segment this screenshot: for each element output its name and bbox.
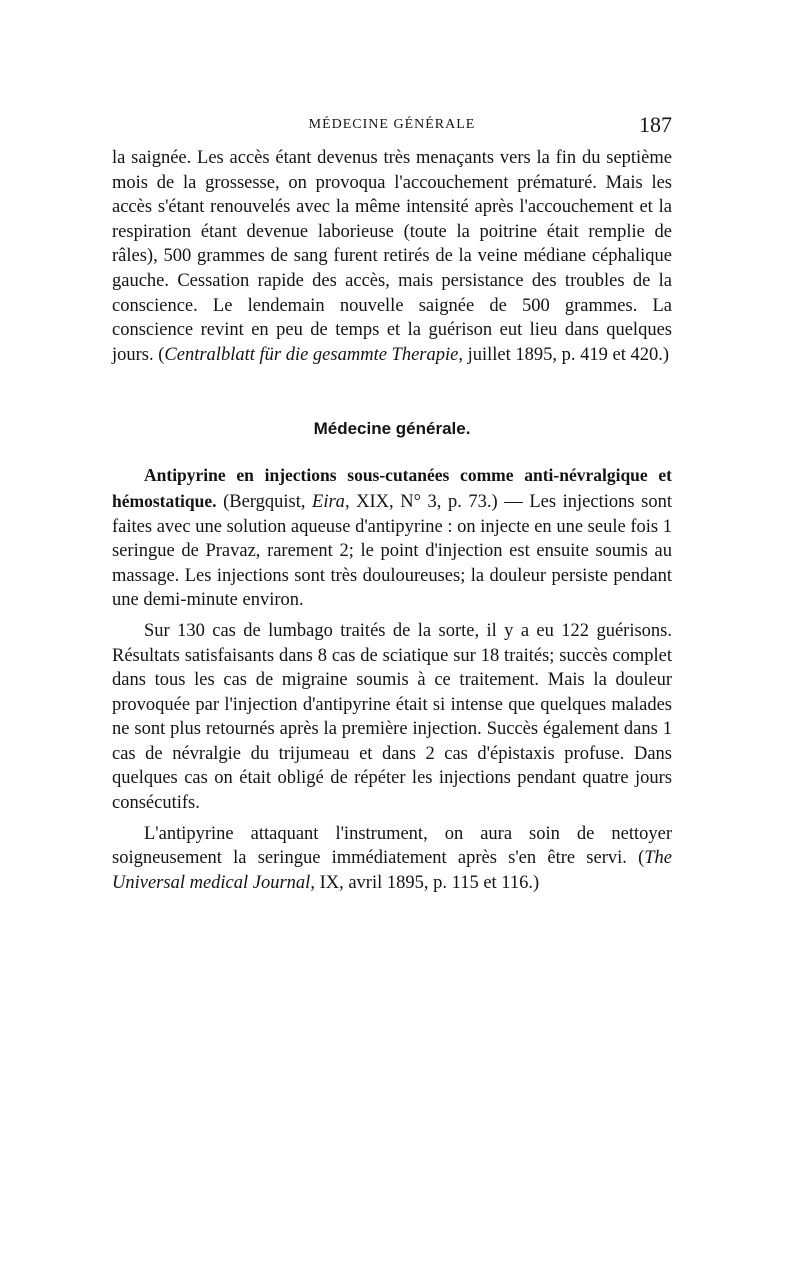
article-source-post: , XIX, N° 3, p. 73.) [344,491,498,512]
section-title: Médecine générale. [313,419,471,439]
article-paragraph-1-text: — Les injections sont faites avec une solution aqueuse d'antipyrine : on injecte en une seule fois 1 seringue de Pravaz, rarement 2; le point d'injection est ensuite soumis au massage. Les injections sont très douloureuses; la douleur persiste pendant une demi-minute environ. [112,491,672,611]
intro-journal: Centralblatt für die gesammte Therapie [164,344,459,365]
article-paragraph-1 [112,463,672,613]
book-page [112,112,672,895]
article-paragraph-3-end: , IX, avril 1895, p. 115 et 116.) [310,872,540,893]
article-source-journal: Eira [312,491,345,512]
article-paragraph-2: Sur 130 cas de lumbago traités de la sorte, il y a eu 122 guérisons. Résultats satisfaisants dans 8 cas de sciatique sur 18 traités; succès complet dans tous les cas de migraine soumis à ce traitement. Mais la douleur provoquée par l'injection d'antipyrine était si intense que quelques malades ne sont plus retournés après la première injection. Succès également dans 1 cas de névralgie du trijumeau et dans 2 cas d'épistaxis profuse. Dans quelques cas on était obligé de répéter les injections pendant quatre jours consécutifs. [112,620,672,814]
article-paragraph-3-text: L'antipyrine attaquant l'instrument, on aura soin de nettoyer soigneusement la seringue immédiatement après s'en être servi. ( [112,823,672,869]
article-title: Antipyrine en injections sous-cutanées comme anti-névralgique et hémostatique. [112,465,672,511]
intro-citation-end: , juillet 1895, p. 419 et 420.) [458,344,670,365]
article-paragraph-3 [112,822,672,896]
intro-paragraph [112,146,672,367]
running-head-title: MÉDECINE GÉNÉRALE [308,117,476,132]
page-number: 187 [639,112,672,137]
running-head [112,112,672,146]
intro-text: la saignée. Les accès étant devenus très menaçants vers la fin du septième mois de la grossesse, on provoqua l'accouchement prématuré. Mais les accès s'étant renouvelés avec la même intensité après l'accouchement et la respiration étant devenue laborieuse (toute la poitrine était remplie de râles), 500 grammes de sang furent retirés de la veine médiane céphalique gauche. Cessation rapide des accès, mais persistance des troubles de la conscience. Le lendemain nouvelle saignée de 500 grammes. La conscience revint en peu de temps et la guérison eut lieu dans quelques jours. ( [112,148,672,365]
article-paragraph-3-journal: The Universal medical Journal [112,848,672,893]
article-source-pre: (Bergquist, [216,491,313,512]
